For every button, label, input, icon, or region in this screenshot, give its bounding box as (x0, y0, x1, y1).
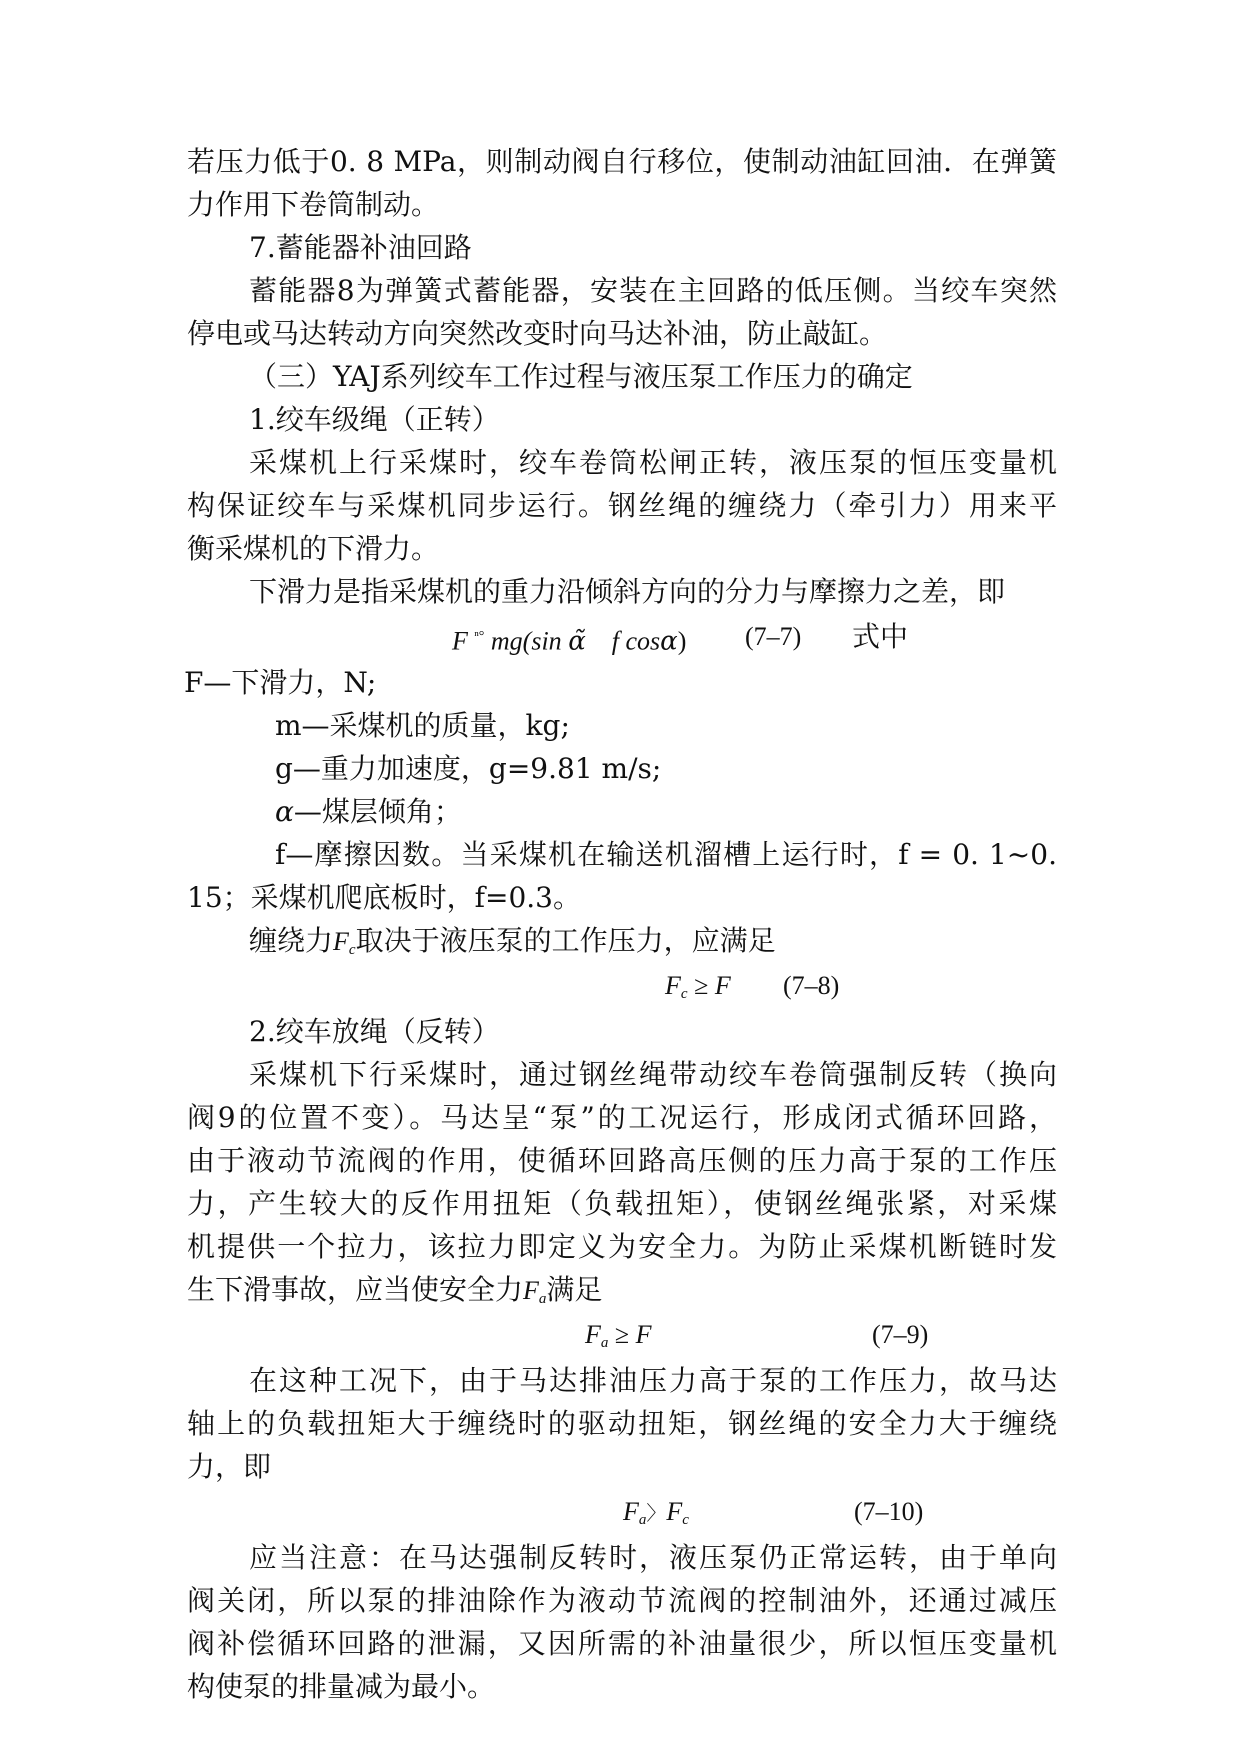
formula-symbol: F (523, 1276, 539, 1305)
text-line: 停电或马达转动方向突然改变时向马达补油，防止敲缸。 (187, 317, 888, 350)
formula-text: ) (677, 626, 687, 656)
formula-operator: ≥ (614, 1320, 630, 1349)
text-line (187, 919, 1057, 962)
text-span: 满足 (546, 1273, 603, 1306)
text-line (187, 1268, 1057, 1311)
text-line: 构使泵的排量减为最小。 (187, 1670, 496, 1703)
formula-symbol: F (585, 1320, 601, 1349)
text-span: 生下滑事故，应当使安全力 (187, 1273, 524, 1306)
alpha-symbol: α (275, 795, 294, 828)
text-line: 若压力低于0. 8 MPa，则制动阀自行移位，使制动油缸回油．在弹簧 (187, 145, 1057, 178)
formula-alpha: α̃ (568, 626, 586, 657)
section-heading: 7.蓄能器补油回路 (249, 231, 472, 264)
text-line: 力作用下卷筒制动。 (187, 188, 440, 221)
formula-7-10 (187, 1488, 1057, 1536)
text-line: 机提供一个拉力，该拉力即定义为安全力。为防止采煤机断链时发 (187, 1230, 1057, 1263)
formula-symbol: F (714, 971, 731, 1000)
text-line: 构保证绞车与采煤机同步运行。钢丝绳的缠绕力（牵引力）用来平 (187, 489, 1057, 522)
text-span: 取决于液压泵的工作压力，应满足 (355, 924, 776, 957)
text-line: 应当注意：在马达强制反转时，液压泵仍正常运转，由于单向 (249, 1541, 1057, 1574)
formula-subscript: c (680, 986, 688, 1002)
formula-operator: 〉 (646, 1503, 667, 1525)
definition-line: m—采煤机的质量，kg; (275, 709, 570, 742)
text-line: 采煤机下行采煤时，通过钢丝绳带动绞车卷筒强制反转（换向 (249, 1058, 1057, 1091)
text-line: 由于液动节流阀的作用，使循环回路高压侧的压力高于泵的工作压 (187, 1144, 1057, 1177)
text-line: 力，即 (187, 1450, 272, 1483)
text-line: 衡采煤机的下滑力。 (187, 532, 440, 565)
formula-symbol: F (666, 1497, 683, 1526)
formula-body (452, 613, 686, 666)
definition-line (187, 790, 1057, 833)
formula-7-8 (187, 962, 1057, 1010)
document-page (184, 140, 1057, 1708)
equation-number: (7–8) (783, 971, 840, 1000)
text-line: 蓄能器8为弹簧式蓄能器，安装在主回路的低压侧。当绞车突然 (249, 274, 1057, 307)
equation-number: (7–9) (872, 1320, 929, 1349)
formula-text: mg(sin (490, 626, 562, 656)
formula-symbol-Fa (523, 1276, 546, 1305)
text-line: 下滑力是指采煤机的重力沿倾斜方向的分力与摩擦力之差，即 (249, 575, 1006, 608)
formula-7-7 (187, 613, 1057, 661)
formula-symbol: F (623, 1497, 639, 1526)
formula-symbol: F (635, 1320, 652, 1349)
text-span: 缠绕力 (249, 924, 334, 957)
text-line: 阀补偿循环回路的泄漏，又因所需的补油量很少，所以恒压变量机 (187, 1627, 1057, 1660)
formula-operator: ≥ (694, 971, 709, 1000)
formula-symbol: F (665, 971, 681, 1000)
formula-subscript: c (682, 1512, 689, 1528)
definition-line: 15；采煤机爬底板时，f=0.3。 (187, 881, 581, 914)
definition-line: g—重力加速度，g=9.81 m/s; (275, 752, 662, 785)
text-line: 力，产生较大的反作用扭矩（负载扭矩），使钢丝绳张紧，对采煤 (187, 1187, 1057, 1220)
formula-subscript: a (538, 1291, 547, 1307)
formula-symbol-Fc (333, 927, 356, 956)
text-line: 阀关闭，所以泵的排油除作为液动节流阀的控制油外，还通过减压 (187, 1584, 1057, 1617)
formula-7-9 (187, 1311, 1057, 1359)
formula-subscript: a (600, 1335, 609, 1351)
section-heading: （三）YAJ系列绞车工作过程与液压泵工作压力的确定 (249, 360, 913, 393)
definition-text: —煤层倾角； (293, 795, 462, 828)
subsection-heading: 2.绞车放绳（反转） (249, 1015, 500, 1048)
text-line: 轴上的负载扭矩大于缠绕时的驱动扭矩，钢丝绳的安全力大于缠绕 (187, 1407, 1057, 1440)
where-label: 式中 (852, 620, 909, 653)
formula-symbol-F: F (452, 626, 468, 656)
text-line: 阀9的位置不变）。马达呈“泵”的工况运行，形成闭式循环回路， (187, 1101, 1057, 1134)
equation-number: (7–7) (745, 622, 802, 651)
formula-subscript: a (638, 1512, 647, 1528)
text-line: 采煤机上行采煤时，绞车卷筒松闸正转，液压泵的恒压变量机 (249, 446, 1057, 479)
formula-mark: ⁿ° (474, 629, 485, 644)
definition-line: f—摩擦因数。当采煤机在输送机溜槽上运行时，f = 0. 1~0. (275, 838, 1057, 871)
formula-text: f cos (611, 626, 661, 656)
text-line: 在这种工况下，由于马达排油压力高于泵的工作压力，故马达 (249, 1364, 1057, 1397)
definition-line: F—下滑力，N; (184, 666, 377, 699)
equation-number: (7–10) (854, 1497, 924, 1526)
formula-alpha: α (660, 626, 678, 657)
subsection-heading: 1.绞车级绳（正转） (249, 403, 500, 436)
formula-subscript: c (348, 942, 356, 958)
formula-symbol: F (333, 927, 349, 956)
